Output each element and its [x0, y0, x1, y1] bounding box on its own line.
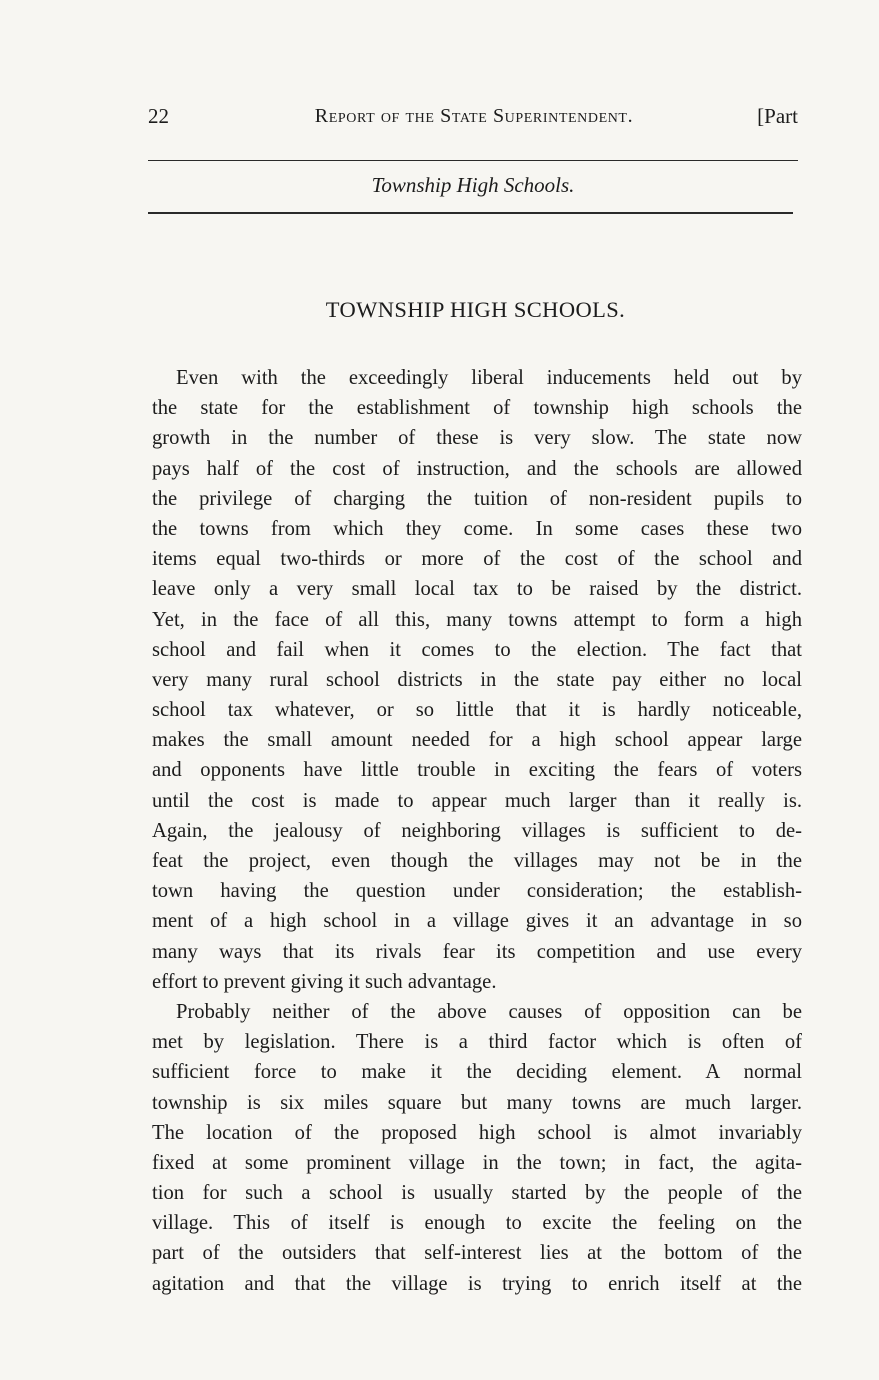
body-text — [152, 363, 802, 1299]
text-line: town having the question under consideration; the establish- — [152, 880, 802, 903]
text-line: the towns from which they come. In some cases these two — [152, 517, 802, 540]
text-line: and opponents have little trouble in exciting the fears of voters — [152, 759, 802, 782]
running-head — [148, 100, 800, 132]
text-line: part of the outsiders that self-interest lies at the bottom of the — [152, 1242, 802, 1265]
text-line: Probably neither of the above causes of opposition can be — [176, 1000, 802, 1023]
text-line: tion for such a school is usually started by the people of the — [152, 1182, 802, 1205]
text-line: the state for the establishment of township high schools the — [152, 397, 802, 420]
section-head: Township High Schools. — [371, 173, 575, 197]
text-line: many ways that its rivals fear its competition and use every — [152, 940, 802, 963]
page-number: 22 — [148, 104, 169, 128]
text-line: met by legislation. There is a third factor which is often of — [152, 1031, 802, 1054]
text-line: leave only a very small local tax to be raised by the district. — [152, 578, 802, 601]
part-label: [Part — [757, 104, 798, 128]
text-line: makes the small amount needed for a high school appear large — [152, 729, 802, 752]
text-line: growth in the number of these is very slow. The state now — [152, 427, 802, 450]
text-line: school and fail when it comes to the election. The fact that — [152, 638, 802, 661]
chapter-title: TOWNSHIP HIGH SCHOOLS. — [325, 297, 626, 322]
text-line: feat the project, even though the villages may not be in the — [152, 850, 802, 872]
text-line: items equal two-thirds or more of the cost of the school and — [152, 548, 802, 571]
text-line: pays half of the cost of instruction, and the schools are allowed — [152, 457, 802, 480]
text-line: agitation and that the village is trying to enrich itself at the — [152, 1272, 802, 1295]
paragraph-2 — [152, 997, 802, 1299]
text-line: Again, the jealousy of neighboring villages is sufficient to de- — [152, 819, 802, 842]
text-line: effort to prevent giving it such advantage. — [152, 970, 497, 993]
text-line: the privilege of charging the tuition of non-resident pupils to — [152, 487, 802, 510]
text-line: township is six miles square but many towns are much larger. — [152, 1091, 802, 1114]
text-line: fixed at some prominent village in the town; in fact, the agita- — [152, 1151, 802, 1174]
text-line: sufficient force to make it the deciding element. A normal — [152, 1061, 802, 1084]
text-line: Even with the exceedingly liberal inducements held out by — [176, 367, 802, 389]
text-line: until the cost is made to appear much larger than it really is. — [152, 789, 802, 812]
text-line: Yet, in the face of all this, many towns attempt to form a high — [152, 608, 802, 631]
header-rule-top — [148, 160, 798, 161]
running-head-title: Report of the State Superintendent. — [314, 105, 634, 127]
text-line: village. This of itself is enough to excite the feeling on the — [152, 1212, 802, 1235]
paragraph-1 — [152, 363, 802, 997]
header-rule-bottom — [148, 212, 793, 214]
text-line: school tax whatever, or so little that it is hardly noticeable, — [152, 699, 802, 722]
text-line: very many rural school districts in the state pay either no local — [152, 668, 802, 691]
text-line: The location of the proposed high school is almot invariably — [152, 1121, 802, 1144]
text-line: ment of a high school in a village gives it an advantage in so — [152, 910, 802, 933]
